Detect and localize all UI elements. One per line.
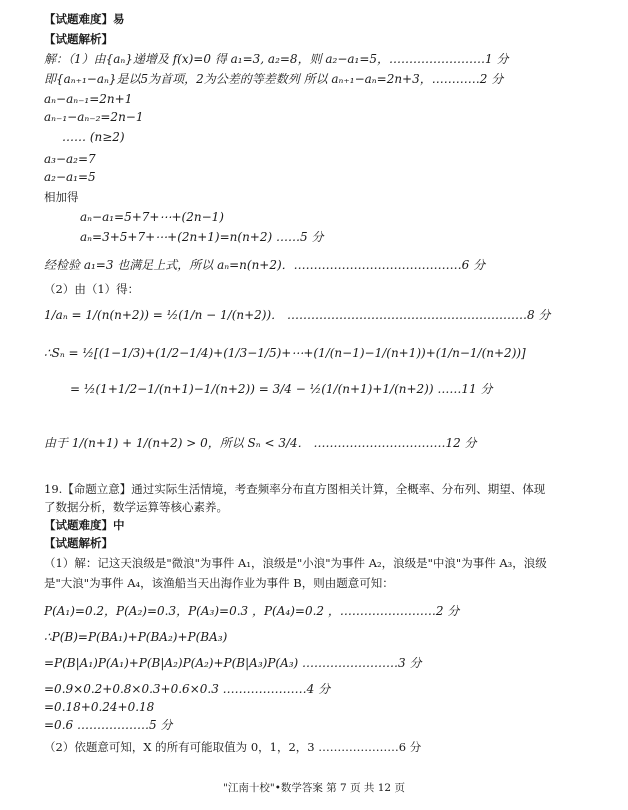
total-prob-line-1: ∴P(B)=P(BA₁)+P(BA₂)+P(BA₃) bbox=[44, 630, 228, 644]
conclusion-line: 由于 1/(n+1) + 1/(n+2) > 0，所以 Sₙ < 3/4． ……………………………12 分 bbox=[44, 436, 477, 450]
recurrence-line-2: aₙ₋₁−aₙ₋₂=2n−1 bbox=[44, 110, 144, 124]
recurrence-line-4: a₂−a₁=5 bbox=[44, 170, 96, 184]
recurrence-line-3: a₃−a₂=7 bbox=[44, 152, 96, 166]
page-footer: "江南十校"•数学答案 第 7 页 共 12 页 bbox=[223, 782, 405, 794]
recurrence-line-1: aₙ−aₙ₋₁=2n+1 bbox=[44, 92, 133, 106]
analysis-heading-2: 【试题解析】 bbox=[44, 536, 113, 550]
q19-events-line-1: （1）解：记这天浪级是"微浪"为事件 A₁，浪级是"小浪"为事件 A₂，浪级是"中浪"为事件 A₃，浪级 bbox=[44, 556, 547, 570]
part2-values-line: （2）依题意可知，X 的所有可能取值为 0，1，2，3 …………………6 分 bbox=[44, 740, 422, 754]
sum-line-2: aₙ=3+5+7+⋯+(2n+1)=n(n+2) ……5 分 bbox=[80, 230, 324, 244]
check-line: 经检验 a₁=3 也满足上式，所以 aₙ=n(n+2)．……………………………………6 分 bbox=[44, 258, 486, 272]
part2-intro: （2）由（1）得： bbox=[44, 282, 140, 296]
sum-label: 相加得 bbox=[44, 190, 79, 204]
solution-line-1: 解：（1）由{aₙ}递增及 f(x)=0 得 a₁=3, a₂=8，则 a₂−a₁=5，……………………1 分 bbox=[44, 52, 509, 66]
total-prob-line-2: =P(B|A₁)P(A₁)+P(B|A₂)P(A₂)+P(B|A₃)P(A₃) ……………………3 分 bbox=[44, 656, 422, 670]
q19-intent-line-1: 19.【命题立意】通过实际生活情境，考查频率分布直方图相关计算，全概率、分布列、期望、体现 bbox=[44, 482, 546, 496]
reciprocal-line: 1/aₙ = 1/(n(n+2)) = ½(1/n − 1/(n+2))． ……………………………………………………8 分 bbox=[44, 308, 551, 322]
q19-intent-line-2: 了数据分析，数学运算等核心素养。 bbox=[44, 500, 228, 514]
calc-line-2: =0.18+0.24+0.18 bbox=[44, 700, 155, 714]
difficulty-heading-1: 【试题难度】易 bbox=[44, 12, 125, 26]
difficulty-heading-2: 【试题难度】中 bbox=[44, 518, 125, 532]
q19-events-line-2: 是"大浪"为事件 A₄，该渔船当天出海作业为事件 B，则由题意可知： bbox=[44, 576, 394, 590]
calc-line-3: =0.6 ………………5 分 bbox=[44, 718, 173, 732]
probabilities-line: P(A₁)=0.2，P(A₂)=0.3，P(A₃)=0.3 ，P(A₄)=0.2 ，……………………2 分 bbox=[44, 604, 460, 618]
solution-line-2: 即{aₙ₊₁−aₙ}是以5为首项，2为公差的等差数列 所以 aₙ₊₁−aₙ=2n+3，…………2 分 bbox=[44, 72, 504, 86]
sn-line-2: = ½(1+1/2−1/(n+1)−1/(n+2)) = 3/4 − ½(1/(n+1)+1/(n+2)) ……11 分 bbox=[70, 382, 493, 396]
analysis-heading-1: 【试题解析】 bbox=[44, 32, 113, 46]
calc-line-1: =0.9×0.2+0.8×0.3+0.6×0.3 …………………4 分 bbox=[44, 682, 331, 696]
recurrence-ellipsis: …… (n≥2) bbox=[62, 130, 125, 144]
sn-line-1: ∴Sₙ = ½[(1−1/3)+(1/2−1/4)+(1/3−1/5)+⋯+(1/(n−1)−1/(n+1))+(1/n−1/(n+2))] bbox=[44, 346, 526, 360]
sum-line-1: aₙ−a₁=5+7+⋯+(2n−1) bbox=[80, 210, 224, 224]
